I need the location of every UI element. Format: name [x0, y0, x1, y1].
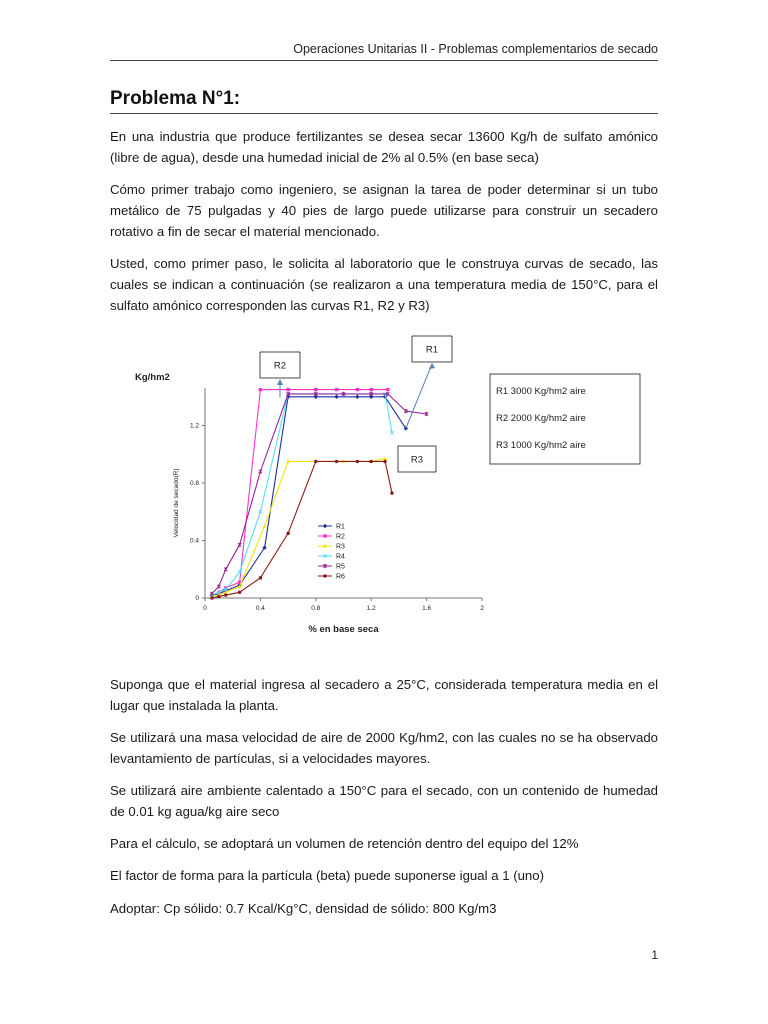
legend-r4-label: R4 [336, 553, 345, 561]
series-r6-point [210, 596, 213, 599]
series-r2-point [370, 388, 373, 391]
series-r2-point [259, 388, 262, 391]
y-axis-label: Velocidad de secado(R) [173, 468, 180, 538]
series-r6-point [238, 591, 241, 594]
y-tick-label: 0.8 [189, 480, 199, 487]
series-r6-point [383, 460, 386, 463]
series-r6-point [390, 491, 393, 494]
legend-r6-label: R6 [336, 573, 345, 581]
paragraph-properties: Adoptar: Cp sólido: 0.7 Kcal/Kg°C, densidad de sólido: 800 Kg/m3 [110, 901, 497, 916]
callout-r1-arrowhead [429, 363, 435, 369]
running-header: Operaciones Unitarias II - Problemas complementarios de secado [110, 42, 658, 61]
y-unit-label: Kg/hm2 [135, 372, 170, 383]
x-tick-label: 0.8 [311, 605, 321, 612]
series-r5-point [217, 584, 220, 588]
y-tick-label: 0 [195, 595, 199, 602]
paragraph-inlet-temp: Suponga que el material ingresa al secadero a 25°C, considerada temperatura media en el lugar que instalada la planta. [110, 677, 658, 713]
x-tick-label: 2 [480, 605, 484, 612]
legend-r2-label: R2 [336, 533, 345, 541]
series-r6-point [286, 532, 289, 535]
series-r5-point [224, 567, 227, 571]
series-r2-point [386, 388, 389, 391]
series-r6-line [212, 461, 392, 598]
series-r5-point [238, 543, 241, 547]
series-r2-point [314, 388, 317, 391]
callout-r1-label: R1 [425, 344, 439, 356]
drying-curves-chart [110, 330, 658, 650]
callout-r2-arrowhead [277, 379, 283, 385]
x-tick-label: 0.4 [255, 605, 265, 612]
series-r3-point [263, 524, 267, 528]
paragraph-air-humidity: Se utilizará aire ambiente calentado a 150°C para el secado, con un contenido de humedad de 0.01 kg agua/kg aire seco [110, 783, 658, 819]
info-box-line-2: R2 2000 Kg/hm2 aire [496, 413, 586, 424]
series-r2-line [212, 390, 388, 595]
legend-r1-marker [323, 524, 327, 528]
callout-r2-label: R2 [273, 360, 287, 372]
paragraph-air-velocity: Se utilizará una masa velocidad de aire de 2000 Kg/hm2, con las cuales no se ha observado levantamiento de partículas, si a velocidades mayores. [110, 730, 658, 766]
y-tick-label: 0.4 [189, 537, 199, 545]
series-r2-point [335, 388, 338, 391]
paragraph-retention: Para el cálculo, se adoptará un volumen de retención dentro del equipo del 12% [110, 836, 579, 851]
paragraph-intro: En una industria que produce fertilizantes se desea secar 13600 Kg/h de sulfato amónico (libre de agua), desde una humedad inicial de 2% al 0.5% (en base seca) [110, 129, 658, 165]
legend-r5-label: R5 [336, 563, 345, 571]
legend-r1-label: R1 [336, 523, 345, 531]
paragraph-task: Cómo primer trabajo como ingeniero, se asignan la tarea de poder determinar si un tubo metálico de 75 pulgadas y 40 pies de largo puede utilizarse para construir un secadero rotativo a fin de secar el material mencionado. [110, 182, 658, 239]
series-r6-point [217, 595, 220, 598]
series-r2-point [356, 388, 359, 391]
series-r1-point [334, 395, 338, 399]
paragraph-shape-factor: El factor de forma para la partícula (beta) puede suponerse igual a 1 (uno) [110, 868, 544, 883]
series-r6-point [314, 460, 317, 463]
series-r3-line [212, 459, 385, 597]
series-r3-point [383, 456, 387, 460]
legend-r6-marker [323, 574, 326, 577]
info-box-line-1: R1 3000 Kg/hm2 aire [496, 386, 586, 397]
y-tick-label: 1.2 [189, 422, 199, 430]
series-r6-point [370, 460, 373, 463]
series-r6-point [335, 460, 338, 463]
series-r5-point [259, 469, 262, 473]
series-r6-point [224, 593, 227, 596]
callout-r3-label: R3 [410, 454, 424, 466]
series-r5-line [212, 394, 427, 594]
series-r6-point [259, 576, 262, 579]
problem-title: Problema N°1: [110, 88, 658, 114]
series-r1-point [355, 395, 359, 399]
legend-r2-marker [323, 534, 326, 537]
legend-r3-label: R3 [336, 543, 345, 551]
x-tick-label: 1.6 [422, 605, 432, 612]
series-r6-point [356, 460, 359, 463]
page-number: 1 [651, 948, 658, 962]
x-tick-label: 0 [203, 605, 207, 612]
x-tick-label: 1.2 [366, 605, 376, 612]
callout-r1-arrow [406, 364, 432, 428]
paragraph-lab-request: Usted, como primer paso, le solicita al laboratorio que le construya curvas de secado, las cuales se indican a continuación (se realizaron a una temperatura media de 150°C, para el sulfato amónico corresponden las curvas R1, R2 y R3) [110, 256, 658, 313]
x-axis-label: % en base seca [308, 624, 379, 635]
info-box-line-3: R3 1000 Kg/hm2 aire [496, 440, 586, 451]
series-r2-point [286, 388, 289, 391]
series-r4-line [212, 394, 392, 595]
